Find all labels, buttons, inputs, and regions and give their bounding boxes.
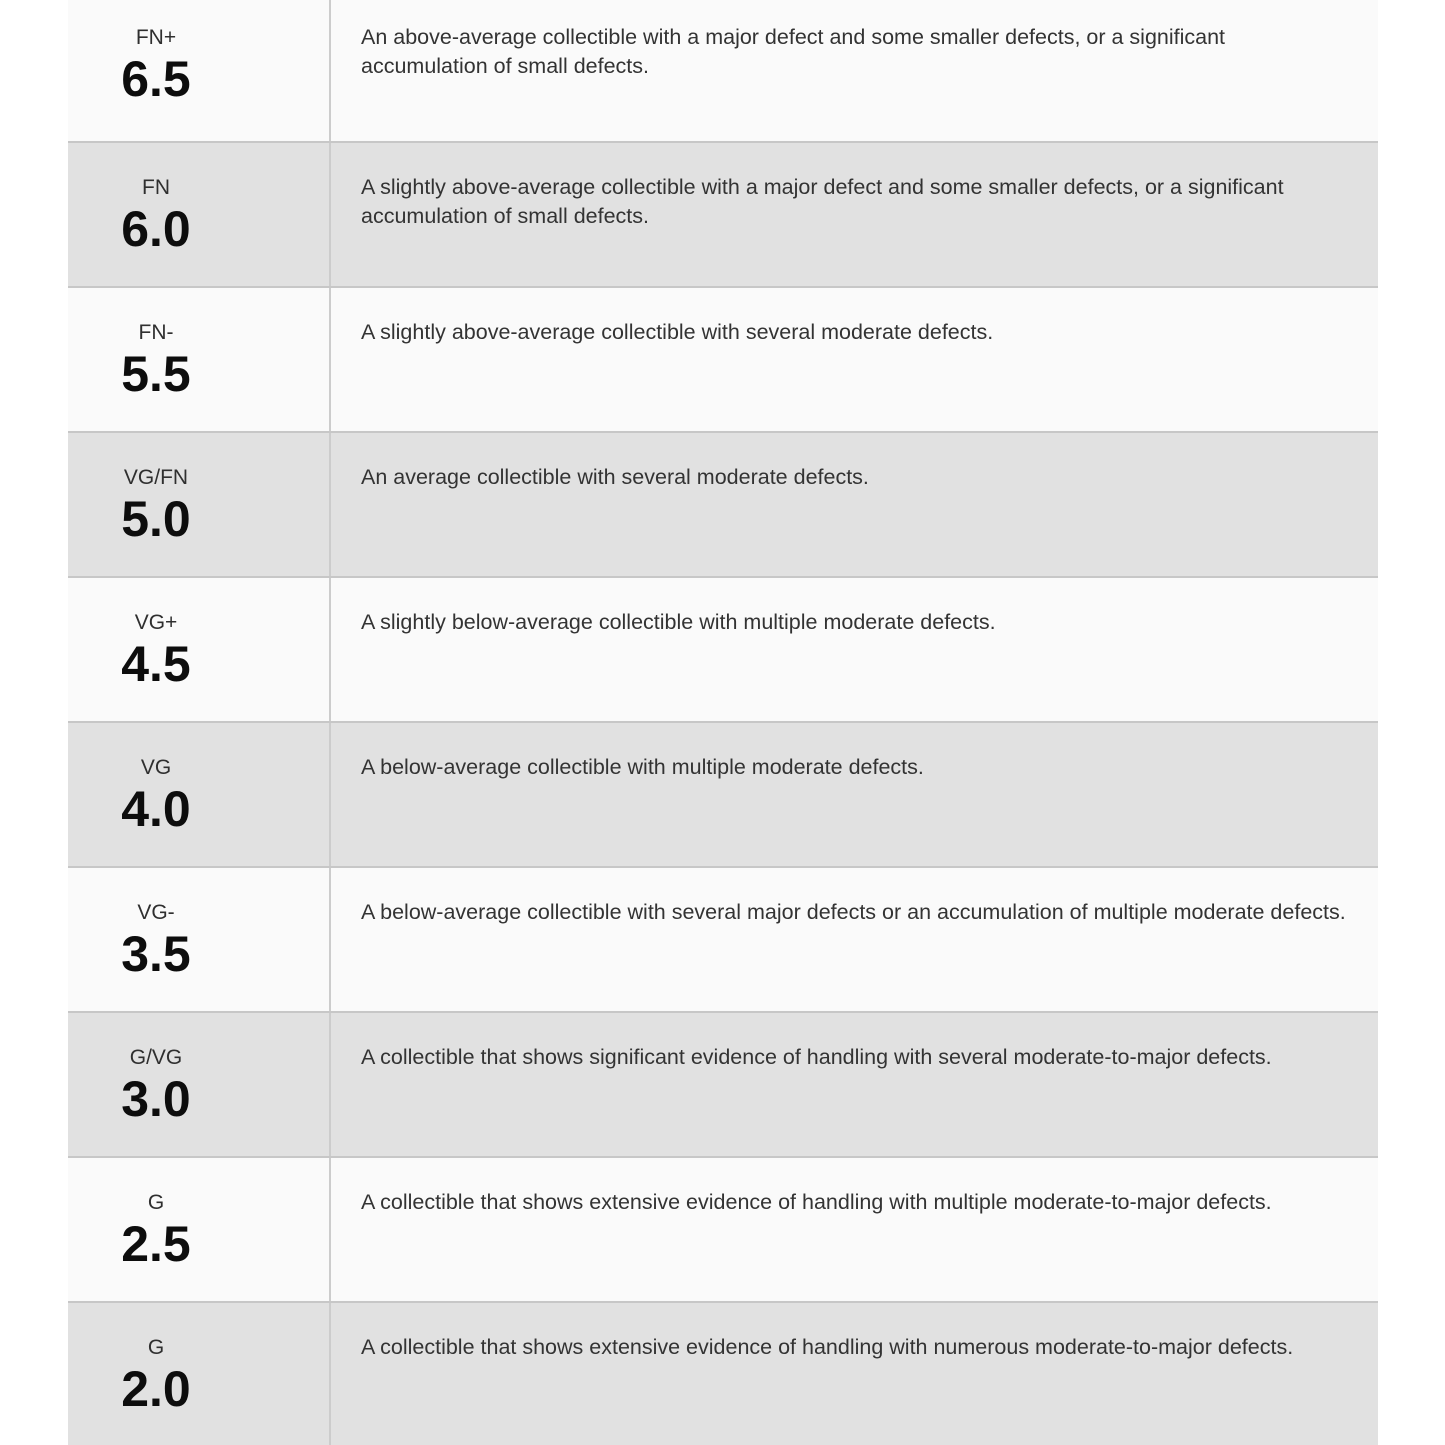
- grade-label: VG/FN: [123, 466, 189, 489]
- grade-number: 3.0: [121, 1071, 191, 1127]
- grade-cell: [68, 288, 331, 431]
- grade-label: FN-: [138, 321, 174, 344]
- grade-label: VG+: [134, 611, 178, 634]
- grade-row-vg: [68, 721, 1378, 866]
- grade-description: A collectible that shows significant evidence of handling with several moderate-to-major defects.: [361, 1045, 1272, 1069]
- grade-label: G: [147, 1191, 165, 1214]
- grade-row-g-25: [68, 1156, 1378, 1301]
- grade-label: FN: [142, 176, 170, 199]
- grade-row-vg-plus: [68, 576, 1378, 721]
- grade-cell: [68, 433, 331, 576]
- grade-row-g-20: [68, 1301, 1378, 1445]
- grade-description: A collectible that shows extensive evidence of handling with numerous moderate-to-major defects.: [361, 1335, 1294, 1359]
- grade-number: 5.0: [121, 491, 191, 547]
- grade-description: An above-average collectible with a major defect and some smaller defects, or a significant accumulation of small defects.: [361, 25, 1226, 78]
- grade-row-vg-fn: [68, 431, 1378, 576]
- grade-cell: [68, 0, 331, 141]
- grade-description: A below-average collectible with several major defects or an accumulation of multiple moderate defects.: [361, 900, 1346, 924]
- grade-label: G/VG: [129, 1046, 183, 1069]
- grade-number: 4.5: [121, 636, 191, 692]
- grade-number: 5.5: [121, 346, 191, 402]
- grade-description: An average collectible with several moderate defects.: [361, 465, 869, 489]
- grade-row-fn-plus: [68, 0, 1378, 141]
- grade-row-vg-minus: [68, 866, 1378, 1011]
- grade-cell: [68, 1303, 331, 1445]
- grade-description: A collectible that shows extensive evidence of handling with multiple moderate-to-major defects.: [361, 1190, 1272, 1214]
- grading-scale-table: [68, 0, 1378, 1445]
- grade-cell: [68, 1013, 331, 1156]
- grade-cell: [68, 723, 331, 866]
- grade-label: VG: [140, 756, 172, 779]
- grade-description: A below-average collectible with multiple moderate defects.: [361, 755, 924, 779]
- grade-number: 2.0: [121, 1361, 191, 1417]
- grade-number: 3.5: [121, 926, 191, 982]
- grade-cell: [68, 143, 331, 286]
- grade-row-fn-minus: [68, 286, 1378, 431]
- grade-label: G: [147, 1336, 165, 1359]
- grade-label: FN+: [135, 26, 177, 49]
- grade-number: 6.5: [121, 51, 191, 107]
- grade-cell: [68, 868, 331, 1011]
- grade-description: A slightly above-average collectible with a major defect and some smaller defects, or a significant accumulation of small defects.: [361, 175, 1284, 228]
- grade-description: A slightly above-average collectible with several moderate defects.: [361, 320, 994, 344]
- grade-row-fn: [68, 141, 1378, 286]
- grade-number: 6.0: [121, 201, 191, 257]
- grade-description: A slightly below-average collectible with multiple moderate defects.: [361, 610, 996, 634]
- grade-label: VG-: [137, 901, 175, 924]
- grade-row-g-vg: [68, 1011, 1378, 1156]
- grade-number: 4.0: [121, 781, 191, 837]
- grade-number: 2.5: [121, 1216, 191, 1272]
- grade-cell: [68, 1158, 331, 1301]
- grade-cell: [68, 578, 331, 721]
